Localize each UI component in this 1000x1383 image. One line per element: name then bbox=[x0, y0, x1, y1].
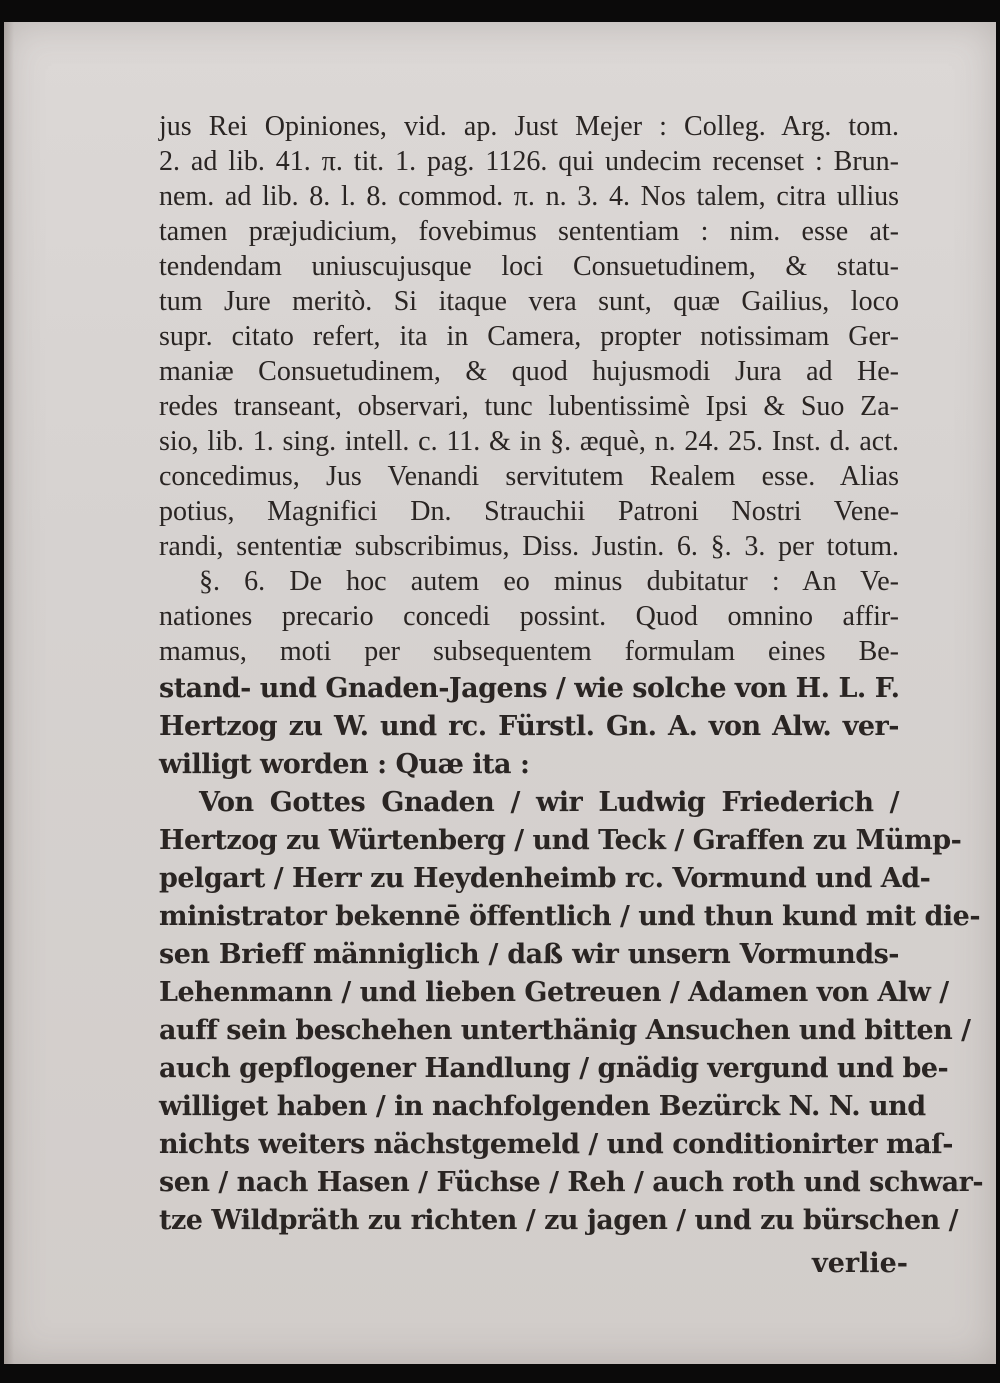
fraktur-line: williget haben / in nachfolgenden Bezürck N. N. und bbox=[159, 1091, 926, 1122]
text-line: nationes precario concedi possint. Quod omnino affir- bbox=[159, 601, 899, 632]
fraktur-line: Von Gottes Gnaden / wir Ludwig Friederich / bbox=[199, 787, 899, 818]
section-heading-line: §. 6. De hoc autem eo minus dubitatur : An Ve- bbox=[199, 566, 899, 597]
fraktur-line: auff sein beschehen unterthänig Ansuchen und bitten / bbox=[159, 1015, 971, 1046]
fraktur-line: auch gepflogener Handlung / gnädig vergund und be- bbox=[159, 1053, 949, 1084]
text-line: tendendam uniuscujusque loci Consuetudinem, & statu- bbox=[159, 251, 899, 282]
fraktur-line: sen Brieff männiglich / daß wir unsern Vormunds- bbox=[159, 939, 899, 970]
text-line: jus Rei Opiniones, vid. ap. Just Mejer : Colleg. Arg. tom. bbox=[159, 111, 899, 142]
text-line: maniæ Consuetudinem, & quod hujusmodi Jura ad He- bbox=[159, 356, 899, 387]
text-line: 2. ad lib. 41. π. tit. 1. pag. 1126. qui undecim recenset : Brun- bbox=[159, 146, 899, 177]
text-line: redes transeant, observari, tunc lubentissimè Ipsi & Suo Za- bbox=[159, 391, 899, 422]
text-line: randi, sententiæ subscribimus, Diss. Justin. 6. §. 3. per totum. bbox=[159, 531, 899, 562]
fraktur-line: ministrator bekennē öffentlich / und thun kund mit die- bbox=[159, 901, 981, 932]
fraktur-line: stand- und Gnaden-Jagens / wie solche von H. L. F. bbox=[159, 673, 900, 704]
fraktur-line: Hertzog zu Würtenberg / und Teck / Graffen zu Mümp- bbox=[159, 825, 962, 856]
catchword: verlie- bbox=[812, 1248, 908, 1279]
fraktur-line: sen / nach Hasen / Füchse / Reh / auch roth und schwar- bbox=[159, 1167, 984, 1198]
fraktur-line: willigt worden : Quæ ita : bbox=[159, 749, 530, 780]
text-line: nem. ad lib. 8. l. 8. commod. π. n. 3. 4. Nos talem, citra ullius bbox=[159, 181, 899, 212]
text-line: concedimus, Jus Venandi servitutem Realem esse. Alias bbox=[159, 461, 899, 492]
fraktur-line: nichts weiters nächstgemeld / und conditionirter maſ- bbox=[159, 1129, 953, 1160]
fraktur-line: Hertzog zu W. und rc. Fürstl. Gn. A. von Alw. ver- bbox=[159, 711, 899, 742]
text-line: tamen præjudicium, fovebimus sententiam : nim. esse at- bbox=[159, 216, 899, 247]
text-line: sio, lib. 1. sing. intell. c. 11. & in §. æquè, n. 24. 25. Inst. d. act. bbox=[159, 426, 899, 457]
text-line: supr. citato refert, ita in Camera, propter notissimam Ger- bbox=[159, 321, 899, 352]
text-line: potius, Magnifici Dn. Strauchii Patroni Nostri Vene- bbox=[159, 496, 899, 527]
fraktur-line: tze Wildpräth zu richten / zu jagen / und zu bürschen / bbox=[159, 1205, 959, 1236]
fraktur-line: pelgart / Herr zu Heydenheimb rc. Vormund und Ad- bbox=[159, 863, 931, 894]
fraktur-line: Lehenmann / und lieben Getreuen / Adamen von Alw / bbox=[159, 977, 949, 1008]
text-line: mamus, moti per subsequentem formulam eines Be- bbox=[159, 636, 899, 667]
text-line: tum Jure meritò. Si itaque vera sunt, quæ Gailius, loco bbox=[159, 286, 899, 317]
book-page bbox=[4, 22, 996, 1364]
